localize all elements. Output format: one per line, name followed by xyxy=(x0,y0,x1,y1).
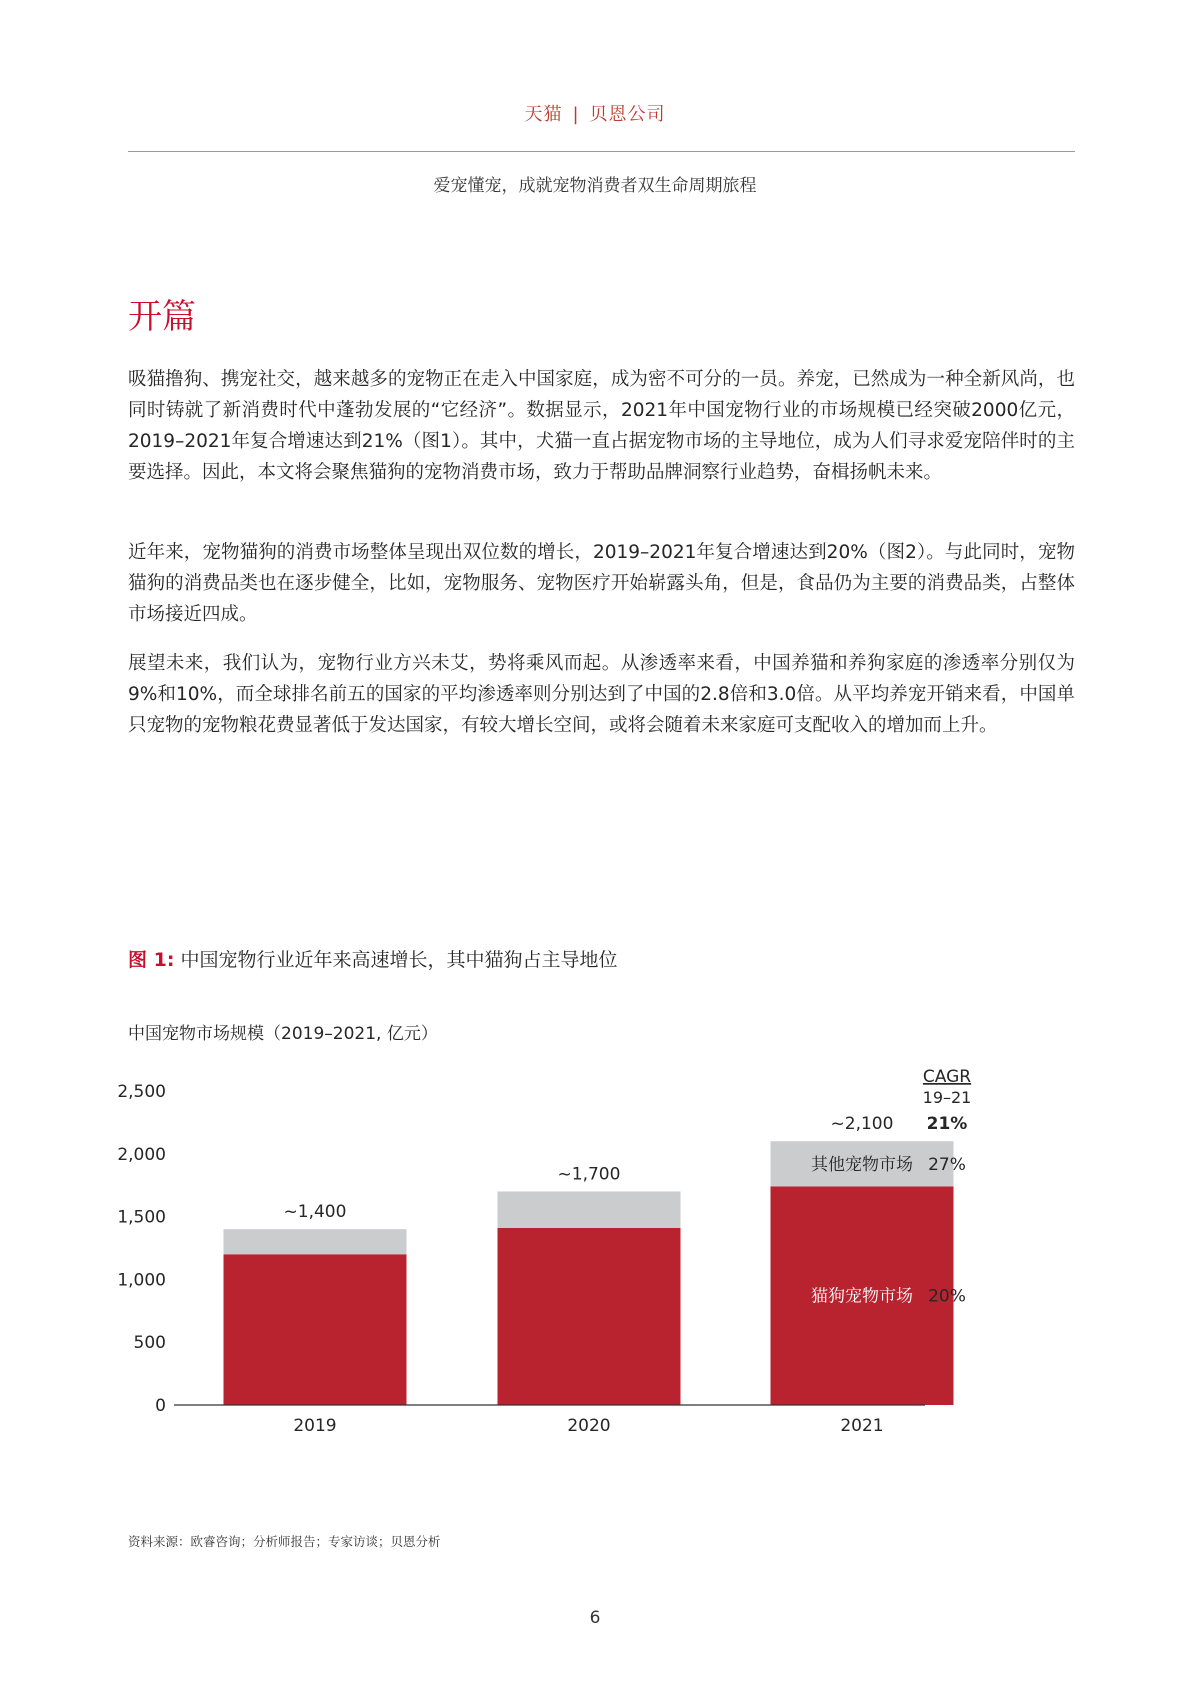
y-axis-ticks xyxy=(117,1082,166,1416)
bar-segment-other xyxy=(224,1229,407,1254)
bar-total-label: ~1,700 xyxy=(557,1164,621,1185)
x-tick-label: 2019 xyxy=(293,1416,337,1436)
y-tick-label: 0 xyxy=(155,1396,166,1416)
y-tick-label: 500 xyxy=(133,1333,166,1354)
brand-tmall: 天猫 xyxy=(524,104,563,125)
bar-segment-cat-dog xyxy=(224,1254,407,1405)
figure-label: 图 1: xyxy=(128,949,175,971)
series-label-cat-dog: 猫狗宠物市场 xyxy=(811,1286,913,1307)
bar-total-label: ~2,100 xyxy=(830,1114,894,1135)
brand-bain: 贝恩公司 xyxy=(589,104,666,125)
paragraph-intro: 吸猫撸狗、携宠社交，越来越多的宠物正在走入中国家庭，成为密不可分的一员。养宠，已然成为一种全新风尚，也同时铸就了新消费时代中蓬勃发展的“它经济”。数据显示，2021年中国宠物行业的市场规模已经突破2000亿元，2019–2021年复合增速达到21%（图1）。其中，犬猫一直占据宠物市场的主导地位，成为人们寻求爱宠陪伴时的主要选择。因此，本文将会聚焦猫狗的宠物消费市场，致力于帮助品牌洞察行业趋势，奋楫扬帆未来。 xyxy=(128,369,1075,483)
y-tick-label: 1,500 xyxy=(117,1207,166,1228)
series-label-other: 其他宠物市场 xyxy=(811,1154,913,1175)
bar-total-label: ~1,400 xyxy=(283,1202,347,1223)
paragraph-outlook: 展望未来，我们认为，宠物行业方兴未艾，势将乘风而起。从渗透率来看，中国养猫和养狗家庭的渗透率分别仅为9%和10%，而全球排名前五的国家的平均渗透率则分别达到了中国的2.8倍和3.0倍。从平均养宠开销来看，中国单只宠物的宠物粮花费显著低于发达国家，有较大增长空间，或将会随着未来家庭可支配收入的增加而上升。 xyxy=(128,653,1075,736)
x-axis-labels xyxy=(293,1416,883,1436)
cagr-total: 21% xyxy=(926,1114,968,1135)
section-title: 开篇 xyxy=(128,296,196,337)
market-size-chart xyxy=(110,1060,1090,1510)
report-subtitle: 爱宠懂宠，成就宠物消费者双生命周期旅程 xyxy=(433,176,757,196)
x-tick-label: 2020 xyxy=(567,1416,611,1436)
cagr-other: 27% xyxy=(928,1154,966,1175)
cagr-period: 19–21 xyxy=(922,1088,972,1107)
y-tick-label: 2,000 xyxy=(117,1144,166,1165)
figure-caption-text: 中国宠物行业近年来高速增长，其中猫狗占主导地位 xyxy=(180,949,618,971)
header-divider xyxy=(128,151,1075,152)
header-brand xyxy=(0,100,1190,126)
brand-separator: | xyxy=(572,104,580,125)
cagr-header: CAGR xyxy=(922,1067,972,1087)
x-tick-label: 2021 xyxy=(840,1416,884,1436)
y-tick-label: 1,000 xyxy=(117,1270,166,1291)
bar-segment-cat-dog xyxy=(498,1228,681,1405)
figure-caption xyxy=(128,945,618,972)
paragraph-growth: 近年来，宠物猫狗的消费市场整体呈现出双位数的增长，2019–2021年复合增速达到20%（图2）。与此同时，宠物猫狗的消费品类也在逐步健全，比如，宠物服务、宠物医疗开始崭露头角，但是，食品仍为主要的消费品类，占整体市场接近四成。 xyxy=(128,542,1075,625)
page-number: 6 xyxy=(589,1608,601,1628)
chart-title: 中国宠物市场规模（2019–2021, 亿元） xyxy=(128,1024,438,1044)
source-note: 资料来源：欧睿咨询；分析师报告；专家访谈；贝恩分析 xyxy=(128,1534,441,1549)
cagr-cat-dog: 20% xyxy=(928,1286,966,1307)
y-tick-label: 2,500 xyxy=(117,1082,166,1102)
bar-segment-other xyxy=(498,1191,681,1227)
